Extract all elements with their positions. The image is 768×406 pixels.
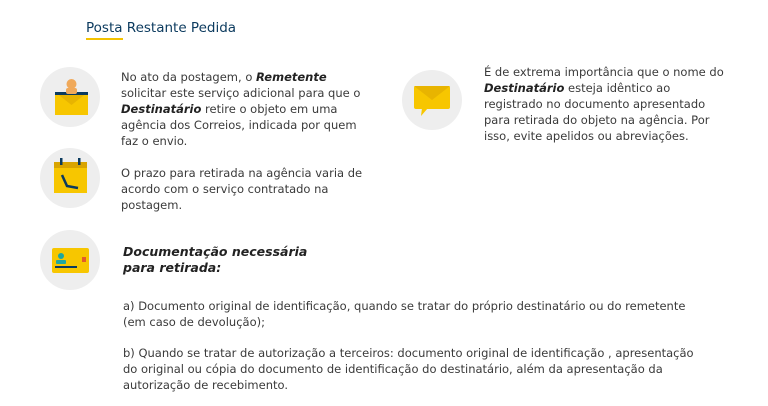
page-title: Posta Restante Pedida	[86, 20, 237, 36]
name-section-icon-circle	[402, 70, 462, 130]
sender-mail-icon	[40, 67, 100, 127]
documents-title: Documentação necessária para retirada:	[123, 244, 308, 275]
id-card-icon	[40, 230, 100, 290]
speech-bubble-icon	[402, 70, 462, 130]
sender-text: No ato da postagem, o Remetente solicitar este serviço adicional para que o Destinatário retire o objeto em uma agência dos Correios, indicada por quem faz o envio.	[121, 70, 361, 148]
documents-item-b: b) Quando se tratar de autorização a terceiros: documento original de identificação , apresentação do original ou cópia do documento de identificação do destinatário, além da apresentação da autorização de recebimento.	[123, 346, 694, 392]
deadline-text: O prazo para retirada na agência varia de acordo com o serviço contratado na postagem.	[121, 166, 363, 212]
title-underline	[86, 38, 123, 40]
documents-item-a: a) Documento original de identificação, quando se tratar do próprio destinatário ou do remetente (em caso de devolução);	[123, 299, 686, 329]
calendar-clock-icon	[40, 148, 100, 208]
deadline-section-icon-circle	[40, 148, 100, 208]
sender-section-icon-circle	[40, 67, 100, 127]
documents-section-icon-circle	[40, 230, 100, 290]
name-text: É de extrema importância que o nome do Destinatário esteja idêntico ao registrado no documento apresentado para retirada do objeto na agência. Por isso, evite apelidos ou abreviações.	[484, 65, 724, 143]
